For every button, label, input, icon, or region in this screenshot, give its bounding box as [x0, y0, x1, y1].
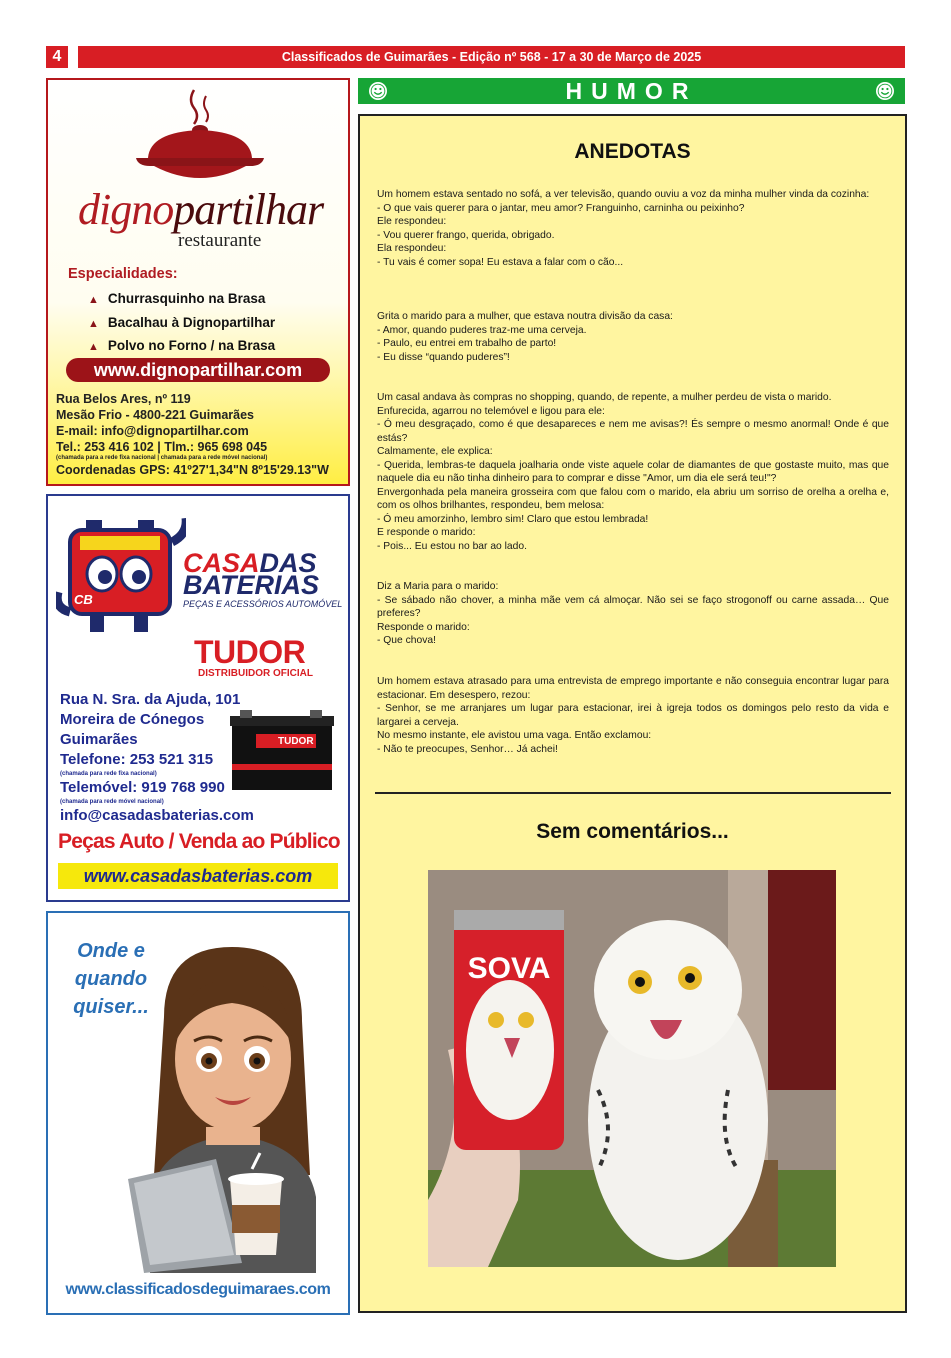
tagline: Peças Auto / Venda ao Público: [58, 830, 340, 853]
joke-line: - Que chova!: [377, 635, 436, 646]
joke-block: [377, 188, 889, 269]
joke-line: Calmamente, ele explica:: [377, 446, 493, 457]
tudor-subtitle: DISTRIBUIDOR OFICIAL: [198, 668, 313, 679]
specialty-item: [88, 312, 275, 336]
joke-line: - Senhor, se me arranjares um lugar para estacionar, irei à igreja todos os domingos pelo resto da vida e largarei a cerveja.: [377, 703, 889, 728]
pot-bullet-icon: ▲: [88, 317, 99, 330]
phone-note: (chamada para a rede fixa nacional | chamada para a rede móvel nacional): [56, 455, 268, 461]
joke-line: - Pois... Eu estou no bar ao lado.: [377, 540, 527, 552]
joke-line: - O que vais querer para o jantar, meu amor? Franguinho, carninha ou peixinho?: [377, 202, 745, 214]
woman-laptop-illustration: [120, 947, 346, 1273]
specialty-label: Polvo no Forno / na Brasa: [107, 338, 276, 353]
email-text[interactable]: E-mail: info@dignopartilhar.com: [56, 424, 249, 438]
address-line: Mesão Frio - 4800-221 Guimarães: [56, 408, 255, 422]
brand-partilhar: partilhar: [173, 185, 324, 234]
tudor-brand: TUDOR: [194, 634, 306, 670]
address-line: Rua Belos Ares, nº 119: [56, 392, 191, 406]
joke-line: - Paulo, eu entrei em trabalho de parto!: [377, 338, 557, 349]
joke-line: Envergonhada pela maneira grosseira com que falou com o marido, ela abriu um sorriso de orelha a orelha e, com os olhos brilhantes, respondeu, bem melosa:: [377, 486, 889, 511]
joke-line: Enfurecida, agarrou no telemóvel e ligou para ele:: [377, 405, 605, 417]
address-line: Rua N. Sra. da Ajuda, 101: [60, 691, 241, 708]
joke-line: - Eu disse “quando puderes”!: [377, 351, 510, 363]
email-text[interactable]: info@casadasbaterias.com: [60, 807, 254, 824]
joke-line: - Amor, quando puderes traz-me uma cerveja.: [377, 324, 587, 336]
brand-subtitle: restaurante: [178, 230, 262, 251]
website-link[interactable]: www.classificadosdeguimaraes.com: [65, 1281, 331, 1298]
joke-line: No mesmo instante, ele avistou uma vaga. Então exclamou:: [377, 730, 652, 741]
logo-casa: CASA: [183, 548, 260, 578]
pot-bullet-icon: ▲: [88, 294, 99, 306]
joke-line: Diz a Maria para o marido:: [377, 581, 499, 592]
gps-text: Coordenadas GPS: 41º27'1,34"N 8º15'29.13"W: [56, 463, 329, 477]
address-line: Guimarães: [60, 731, 138, 748]
joke-line: E responde o marido:: [377, 527, 476, 538]
anedotas-title: ANEDOTAS: [574, 140, 691, 163]
joke-line: Grita o marido para a mulher, que estava noutra divisão da casa:: [377, 311, 673, 322]
specialty-item: [88, 288, 275, 312]
humor-content-panel: [358, 114, 907, 1313]
phone-text: Tel.: 253 416 102 | Tlm.: 965 698 045: [56, 440, 268, 454]
battery-brand-label: TUDOR: [278, 736, 314, 747]
ad-casa-das-baterias[interactable]: [46, 494, 350, 902]
joke-line: Um homem estava sentado no sofá, a ver televisão, quando ouviu a voz da minha mulher vinda da cozinha:: [377, 189, 870, 200]
page-number: 4: [46, 46, 68, 68]
smiley-icon: [368, 81, 388, 101]
joke-line: Ela respondeu:: [377, 243, 447, 254]
website-link[interactable]: www.casadasbaterias.com: [58, 863, 338, 889]
battery-image: [226, 706, 336, 792]
pot-bullet-icon: ▲: [88, 341, 99, 353]
joke-line: Um homem estava atrasado para uma entrevista de emprego importante e não conseguia encontrar lugar para estacionar. Em desespero, rezou:: [377, 676, 889, 701]
mobile-note: (chamada para rede móvel nacional): [60, 799, 164, 805]
humor-title: HUMOR: [565, 78, 698, 104]
humor-section-bar: [358, 78, 905, 104]
slogan-line: Onde e: [77, 940, 145, 962]
specialty-label: Bacalhau à Dignopartilhar: [107, 314, 276, 330]
owl-photo: [428, 870, 836, 1267]
joke-block: [377, 675, 889, 756]
phone-text: Telefone: 253 521 315: [60, 751, 214, 768]
joke-line: - Vou querer frango, querida, obrigado.: [377, 229, 555, 241]
joke-line: - Querida, lembras-te daquela joalharia onde viste aquele colar de diamantes de que gostaste muito, mas que naquele dia eu não tinha dinheiro para to comprar e disse "Amor, um dia ele será teu!"?: [377, 459, 889, 484]
joke-line: Responde o marido:: [377, 621, 470, 633]
specialty-item: [88, 335, 275, 359]
website-link[interactable]: www.dignopartilhar.com: [66, 358, 330, 382]
battery-mascot-icon: [56, 512, 186, 638]
mobile-text: Telemóvel: 919 768 990: [60, 779, 225, 796]
smiley-icon: [875, 81, 895, 101]
slogan-line: quando: [74, 968, 148, 990]
header-bar: Classificados de Guimarães - Edição nº 568 - 17 a 30 de Março de 2025: [78, 46, 905, 68]
address-line: Moreira de Cónegos: [60, 711, 205, 728]
specialties-label: Especialidades:: [68, 266, 178, 282]
ad-classificados[interactable]: [46, 911, 350, 1315]
joke-line: Ele respondeu:: [377, 216, 447, 227]
joke-block: [377, 391, 889, 553]
joke-line: - Ó meu amorzinho, lembro sim! Claro que estou lembrada!: [377, 513, 649, 525]
ad-dignopartilhar[interactable]: [46, 78, 350, 486]
joke-line: - Se sábado não chover, a minha mãe vem cá almoçar. Não sei se faço strogonoff ou carne assada… Que preferes?: [377, 594, 889, 619]
logo-subtitle: PEÇAS E ACESSÓRIOS AUTOMÓVEL: [183, 599, 343, 609]
joke-line: - Ó meu desgraçado, como é que desapareces e nem me avisas?! És sempre o mesmo anormal! Onde é que estás?: [377, 419, 889, 444]
joke-line: - Não te preocupes, Senhor… Já achei!: [377, 743, 558, 755]
sem-comentarios-title: Sem comentários...: [536, 820, 729, 843]
slogan-line: quiser...: [73, 996, 149, 1018]
specialty-label: Churrasquinho na Brasa: [107, 291, 266, 306]
joke-block: [377, 310, 889, 364]
joke-block: [377, 580, 889, 648]
joke-line: Um casal andava às compras no shopping, quando, de repente, a mulher perdeu de vista o marido.: [377, 392, 832, 403]
phone-note: (chamada para rede fixa nacional): [60, 771, 157, 777]
brand-digno: digno: [78, 185, 174, 234]
section-divider: [375, 792, 891, 794]
logo-baterias: BATERIAS: [183, 570, 320, 600]
logo-das: DAS: [259, 548, 317, 578]
cooking-pot-logo-icon: [130, 86, 270, 198]
mascot-initials: CB: [74, 592, 93, 607]
can-label: SOVA: [467, 952, 551, 985]
joke-line: - Tu vais é comer sopa! Eu estava a falar com o cão...: [377, 256, 624, 268]
